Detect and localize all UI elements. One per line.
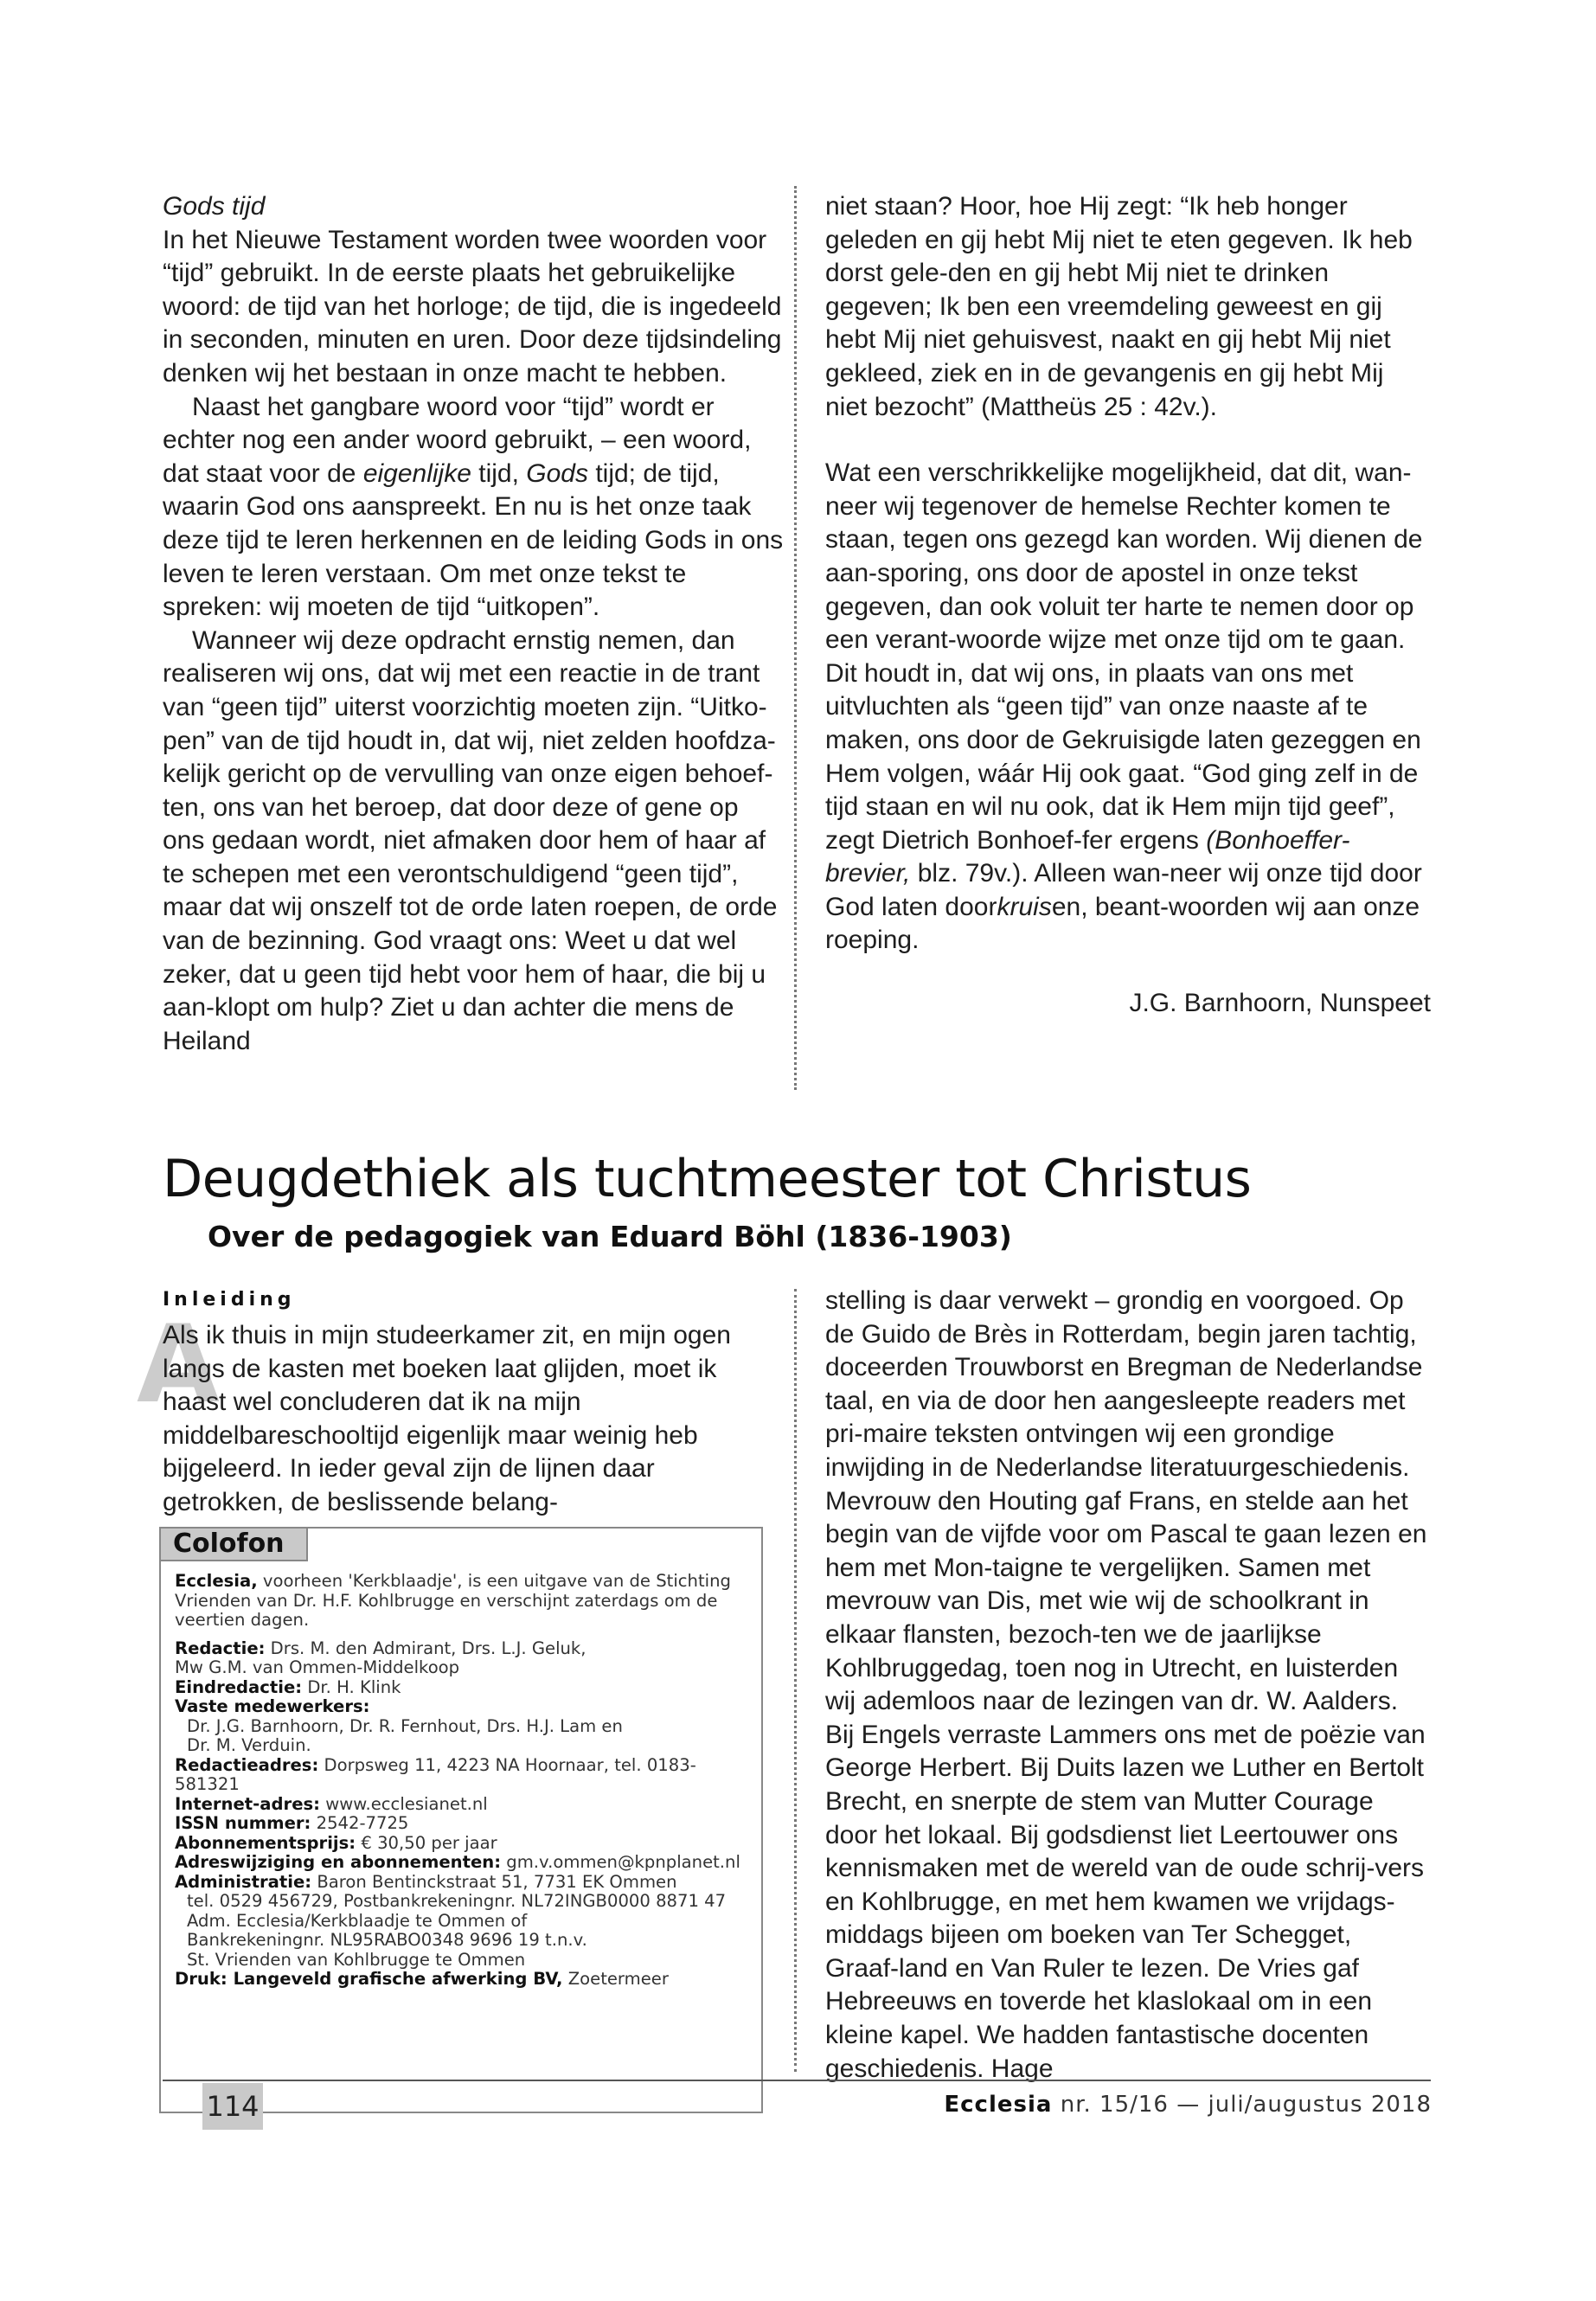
colofon-line: Adreswijziging en abonnementen: gm.v.ommen@kpnplanet.nl xyxy=(175,1852,740,1872)
top-right-column xyxy=(825,190,1431,1021)
colofon-intro: Ecclesia, voorheen 'Kerkblaadje', is een uitgave van de Stichting Vrienden van Dr. H.F. Kohlbrugge en verschijnt zaterdags om de veertien dagen. xyxy=(175,1571,731,1630)
colofon-box xyxy=(159,1527,763,2113)
colofon-line: ISSN nummer: 2542-7725 xyxy=(175,1813,409,1833)
colofon-line: Bankrekeningnr. NL95RABO0348 9696 19 t.n.v. xyxy=(187,1930,587,1950)
article-title: Deugdethiek als tuchtmeester tot Christus xyxy=(163,1149,1252,1209)
paragraph: Naast het gangbare woord voor “tijd” wordt er echter nog een ander woord gebruikt, – een woord, dat staat voor de eigenlijke tijd, Gods tijd; de tijd, waarin God ons aanspreekt. En nu is het onze taak deze tijd te leren herkennen en de leiding Gods in ons leven te leren verstaan. Om met onze tekst te spreken: wij moeten de tijd “uitkopen”. xyxy=(163,392,784,622)
section-heading: Gods tijd xyxy=(163,192,266,221)
colofon-line: Vaste medewerkers: xyxy=(175,1696,370,1716)
paragraph: Wanneer wij deze opdracht ernstig nemen, dan realiseren wij ons, dat wij met een reactie in de trant van “geen tijd” uiterst voorzichtig moeten zijn. “Uitko-pen” van de tijd houdt in, dat wij, niet zelden hoofdza-kelijk gericht op de vervulling van onze eigen behoef-ten, ons van het beroep, dat door deze of gene op ons gedaan wordt, niet afmaken door hem of haar af te schepen met een verontschuldigend “geen tijd”, maar dat wij onszelf tot de orde laten roepen, de orde van de bezinning. God vraagt ons: Weet u dat wel zeker, dat u geen tijd hebt voor hem of haar, die bij u aan-klopt om hulp? Ziet u dan achter die mens de Heiland xyxy=(163,625,778,1055)
paragraph: Wat een verschrikkelijke mogelijkheid, dat dit, wan-neer wij tegenover de hemelse Rechter komen te staan, tegen ons gezegd kan worden. Wij dienen de aan-sporing, ons door de apostel in onze tekst gegeven, dan ook voluit ter harte te nemen door op een verant-woorde wijze met onze tijd om te gaan. Dit houdt in, dat wij ons, in plaats van ons met uitvluchten als “geen tijd” van onze naaste af te maken, ons door de Gekruisigde laten gezeggen en Hem volgen, wáár Hij ook gaat. “God ging zelf in de tijd staan en wil nu ook, dat ik Hem mijn tijd geef”, zegt Dietrich Bonhoef-fer ergens (Bonhoeffer-brevier, blz. 79v.). Alleen wan-neer wij onze tijd door God laten doorkruisen, beant-woorden wij aan onze roeping. xyxy=(825,458,1423,955)
colofon-line: Dr. M. Verduin. xyxy=(187,1735,311,1755)
colofon-line: Internet-adres: www.ecclesianet.nl xyxy=(175,1793,488,1814)
author-signature: J.G. Barnhoorn, Nunspeet xyxy=(1129,989,1431,1018)
top-left-column xyxy=(163,190,785,1058)
article-right-column xyxy=(825,1285,1431,2086)
colofon-line: Administratie: Baron Bentinckstraat 51, 7731 EK Ommen xyxy=(175,1871,677,1892)
article-left-intro xyxy=(163,1319,760,1520)
colofon-line: Druk: Langeveld grafische afwerking BV, Zoetermeer xyxy=(175,1969,669,1989)
colofon-line: Dr. J.G. Barnhoorn, Dr. R. Fernhout, Drs. H.J. Lam en xyxy=(187,1715,623,1736)
magazine-name: Ecclesia xyxy=(944,2092,1053,2118)
colofon-line: St. Vrienden van Kohlbrugge te Ommen xyxy=(187,1949,526,1970)
column-divider xyxy=(794,1289,797,2072)
colofon-line: Redactieadres: Dorpsweg 11, 4223 NA Hoornaar, tel. 0183-581321 xyxy=(175,1754,696,1794)
column-divider xyxy=(794,186,797,1090)
colofon-line: Mw G.M. van Ommen-Middelkoop xyxy=(175,1657,460,1677)
paragraph: In het Nieuwe Testament worden twee woorden voor “tijd” gebruikt. In de eerste plaats het gebruikelijke woord: de tijd van het horloge; de tijd, die is ingedeeld in seconden, minuten en uren. Door deze tijdsindeling denken wij het bestaan in onze macht te hebben. xyxy=(163,225,782,388)
issue-info xyxy=(944,2092,1432,2118)
paragraph: Als ik thuis in mijn studeerkamer zit, en mijn ogen langs de kasten met boeken laat glijden, moet ik haast wel concluderen dat ik na mijn middelbareschooltijd eigenlijk maar weinig heb bijgeleerd. In ieder geval zijn de lijnen daar getrokken, de beslissende belang- xyxy=(163,1321,731,1516)
paragraph: stelling is daar verwekt – grondig en voorgoed. Op de Guido de Brès in Rotterdam, begin jaren tachtig, doceerden Trouwborst en Bregman de Nederlandse taal, en via de door hen aangesleepte readers met pri-maire teksten ontvingen wij een grondige inwijding in de Nederlandse literatuurgeschiedenis. Mevrouw den Houting gaf Frans, en stelde aan het begin van de vijfde voor om Pascal te gaan lezen en hem met Mon-taigne te vergelijken. Samen met mevrouw van Dis, met wie wij de schoolkrant in elkaar flansten, bezoch-ten we de jaarlijkse Kohlbruggedag, toen nog in Utrecht, en luisterden wij ademloos naar de lezingen van dr. W. Aalders. Bij Engels verraste Lammers ons met de poëzie van George Herbert. Bij Duits lazen we Luther en Bertolt Brecht, en snerpte de stem van Mutter Courage door het lokaal. Bij godsdienst liet Leertouwer ons kennismaken met de wereld van de oude schrij-vers en Kohlbrugge, en met hem kwamen we vrijdags-middags bijeen om boeken van Ter Schegget, Graaf-land en Van Ruler te lezen. De Vries gaf Hebreeuws en toverde het klaslokaal om in een kleine kapel. We hadden fantastische docenten geschiedenis. Hage xyxy=(825,1286,1427,2083)
colofon-title: Colofon xyxy=(159,1527,308,1561)
colofon-line: Abonnementsprijs: € 30,50 per jaar xyxy=(175,1832,497,1853)
issue-label: nr. 15/16 — juli/augustus 2018 xyxy=(1052,2092,1432,2118)
colofon-line: Adm. Ecclesia/Kerkblaadje te Ommen of xyxy=(187,1910,528,1931)
section-label: Inleiding xyxy=(163,1289,296,1311)
drop-cap: A xyxy=(137,1303,220,1427)
colofon-line: Redactie: Drs. M. den Admirant, Drs. L.J. Geluk, xyxy=(175,1638,586,1658)
footer-rule xyxy=(163,2080,1431,2081)
colofon-line: tel. 0529 456729, Postbankrekeningnr. NL72INGB0000 8871 47 xyxy=(187,1891,727,1911)
page-number: 114 xyxy=(202,2083,263,2130)
article-subtitle: Over de pedagogiek van Eduard Böhl (1836-1903) xyxy=(208,1220,1012,1253)
paragraph: niet staan? Hoor, hoe Hij zegt: “Ik heb honger geleden en gij hebt Mij niet te eten gegeven. Ik heb dorst gele-den en gij hebt Mij niet te drinken gegeven; Ik ben een vreemdeling geweest en gij hebt Mij niet gehuisvest, naakt en gij hebt Mij niet gekleed, ziek en in de gevangenis en gij hebt Mij niet bezocht” (Mattheüs 25 : 42v.). xyxy=(825,192,1413,421)
colofon-line: Eindredactie: Dr. H. Klink xyxy=(175,1676,401,1697)
